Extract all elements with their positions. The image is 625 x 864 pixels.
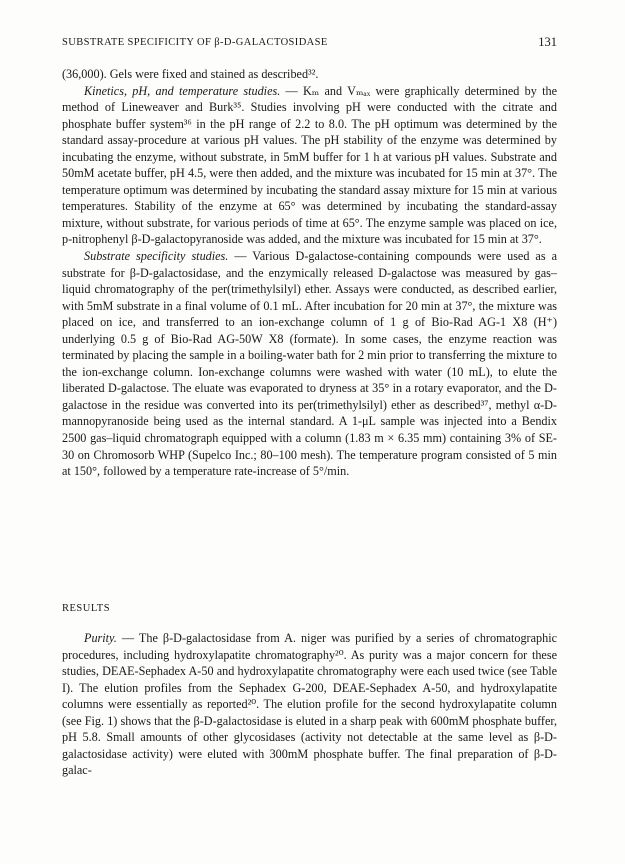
paragraph-kinetics <box>62 83 557 248</box>
results-text <box>62 630 557 779</box>
page-number: 131 <box>538 35 557 49</box>
paragraph-substrate-specificity <box>62 248 557 480</box>
page-header <box>62 35 557 53</box>
methods-text <box>62 66 557 480</box>
paragraph-purity <box>62 630 557 779</box>
section-heading-results: RESULTS <box>62 603 111 614</box>
paragraph-gel-staining: (36,000). Gels were fixed and stained as described³². <box>62 67 319 81</box>
substrate-body: — Various D-galactose-containing compounds were used as a substrate for β-D-galactosidase, and the enzymically released D-galactose was measured by gas–liquid chromatography of the per(trimethylsilyl) ether. Assays were conducted, as described earlier, with 5mM substrate in a final volume of 0.1 mL. After incubation for 20 min at 37°, the mixture was placed on ice, and transferred to an ion-exchange column of 1 g of Bio-Rad AG-1 X8 (H⁺) underlying 0.5 g of Bio-Rad AG-50W X8 (formate). In some cases, the enzyme reaction was terminated by placing the sample in a boiling-water bath for 2 min prior to transferring the mixture to the ion-exchange column. Ion-exchange columns were washed with water (10 mL), to elute the liberated D-galactose. The eluate was evaporated to dryness at 35° in a rotary evaporator, and the D-galactose in the residue was converted into its per(trimethylsilyl) ether as described³⁷, methyl α-D-mannopyranoside being used as the internal standard. A 1-μL sample was injected into a Bendix 2500 gas–liquid chromatograph equipped with a column (1.83 m × 6.35 mm) containing 3% of SE-30 on Chromosorb WHP (Supelco Inc.; 80–100 mesh). The temperature program consisted of 5 min at 150°, followed by a temperature rate-increase of 5°/min. <box>62 249 557 479</box>
purity-body: — The β-D-galactosidase from A. niger was purified by a series of chromatographic procedures, including hydroxylapatite chromatography²⁰. As purity was a major concern for these studies, DEAE-Sephadex A-50 and hydroxylapatite chromatography were each used twice (see Table I). The elution profiles from the Sephadex G-200, DEAE-Sephadex A-50, and hydroxylapatite columns were essentially as reported²⁰. The elution profile for the second hydroxylapatite column (see Fig. 1) shows that the β-D-galactosidase is eluted in a sharp peak with 600mM phosphate buffer, pH 5.8. Small amounts of other glycosidases (activity not detectable at the same level as β-D-galactosidase activity) were eluted with 300mM phosphate buffer. The final preparation of β-D-galac- <box>62 631 557 778</box>
run-in-heading-kinetics: Kinetics, pH, and temperature studies. <box>84 83 281 98</box>
running-title: SUBSTRATE SPECIFICITY OF β-D-GALACTOSIDASE <box>62 37 328 48</box>
run-in-heading-purity: Purity. <box>84 631 117 645</box>
run-in-heading-substrate: Substrate specificity studies. <box>84 249 229 264</box>
kinetics-body: — Kₘ and Vₘₐₓ were graphically determined by the method of Lineweaver and Burk³⁵. Studies involving pH were conducted with the citrate and phosphate buffer system³⁶ in the pH range of 2.2 to 8.0. The pH optimum was determined by the standard assay-procedure at various pH values. The pH stability of the enzyme was determined by incubating the enzyme, without substrate, in 5mM buffer for 1 h at various pH values. Substrate and 50mM acetate buffer, pH 4.5, were then added, and the mixture was incubated for 15 min at 37°. The temperature optimum was determined by incubating the standard assay mixture for 15 min at various temperatures. Stability of the enzyme at 65° was determined by incubating the standard-assay mixture, without substrate, for various periods of time at 65°. The enzyme sample was placed on ice, p-nitrophenyl β-D-galactopyranoside was added, and the mixture was incubated for 15 min at 37°. <box>62 83 557 247</box>
